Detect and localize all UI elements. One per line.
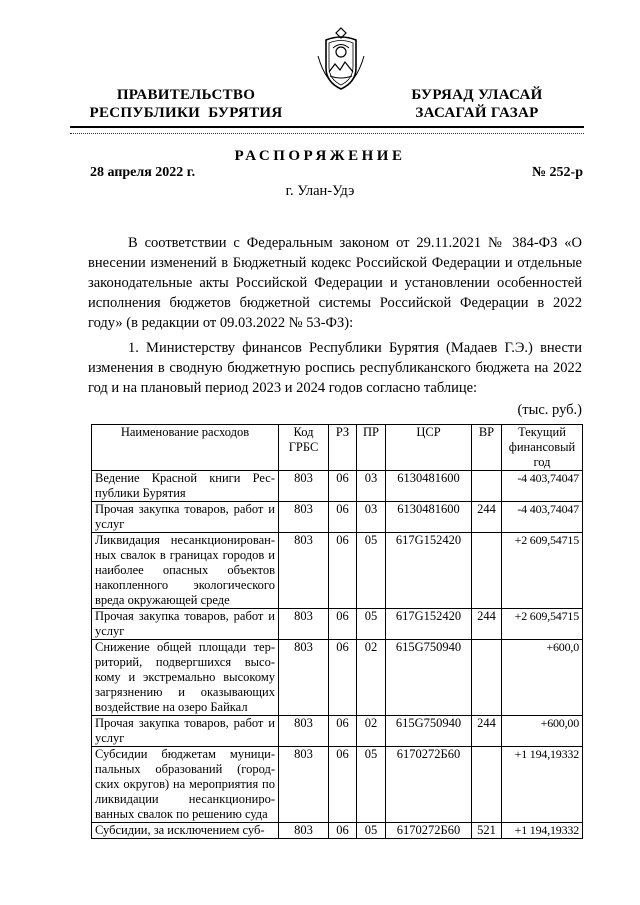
cell-rz: 06: [329, 533, 357, 609]
cell-vr: [472, 640, 502, 716]
cell-grbs: 803: [279, 640, 329, 716]
document-date: 28 апреля 2022 г.: [90, 165, 196, 180]
table-row: [92, 533, 583, 609]
header-amount: Текущий финансовый год: [502, 425, 583, 471]
cell-name: Ликвидация несанкционирован-ных свалок в границах городов и наиболее опасных объектов накопленного экологического вреда окружающей среде: [92, 533, 279, 609]
table-row: [92, 640, 583, 716]
cell-vr: 244: [472, 502, 502, 533]
cell-csr: 6170272Б60: [386, 747, 472, 823]
cell-grbs: 803: [279, 533, 329, 609]
cell-pr: 05: [357, 823, 386, 839]
header-divider: [70, 126, 584, 128]
cell-grbs: 803: [279, 716, 329, 747]
cell-amount: +1 194,19332: [502, 823, 583, 839]
cell-vr: 244: [472, 716, 502, 747]
cell-amount: +1 194,19332: [502, 747, 583, 823]
clause-1-paragraph: 1. Министерству финансов Республики Бурятия (Мадаев Г.Э.) внести изменения в сводную бюджетную роспись республиканского бюджета на 2022 год и на плановый период 2023 и 2024 годов согласно таблице:: [88, 340, 582, 396]
cell-vr: [472, 533, 502, 609]
cell-rz: 06: [329, 471, 357, 502]
cell-rz: 06: [329, 716, 357, 747]
org-line: РЕСПУБЛИКИ БУРЯТИЯ: [89, 105, 283, 121]
cell-grbs: 803: [279, 609, 329, 640]
header-csr: ЦСР: [386, 425, 472, 471]
org-line: БУРЯАД УЛАСАЙ: [411, 87, 543, 103]
cell-csr: 617G152420: [386, 609, 472, 640]
cell-vr: [472, 747, 502, 823]
cell-grbs: 803: [279, 747, 329, 823]
document-city: г. Улан-Удэ: [285, 183, 355, 199]
cell-csr: 617G152420: [386, 533, 472, 609]
org-line: ПРАВИТЕЛЬСТВО: [116, 87, 256, 103]
cell-rz: 06: [329, 640, 357, 716]
cell-pr: 02: [357, 716, 386, 747]
table-row: [92, 609, 583, 640]
cell-csr: 6170272Б60: [386, 823, 472, 839]
government-name-buryat: [398, 86, 556, 122]
budget-table: [91, 424, 583, 839]
coat-of-arms-icon: [316, 26, 366, 92]
cell-vr: [472, 471, 502, 502]
cell-name: Субсидии бюджетам муници-пальных образований (город-ских округов) на мероприятия по ликвидации несанкциониро-ванных свалок по решению суда: [92, 747, 279, 823]
table-row: [92, 823, 583, 839]
cell-rz: 06: [329, 502, 357, 533]
units-label: (тыс. руб.): [517, 402, 582, 418]
cell-vr: 244: [472, 609, 502, 640]
preamble-paragraph: В соответствии с Федеральным законом от 29.11.2021 № 384-ФЗ «О внесении изменений в Бюджетный кодекс Российской Федерации и отдельные законодательные акты Российской Федерации и установлении особенностей исполнения бюджетов бюджетной системы Российской Федерации в 2022 году» (в редакции от 09.03.2022 № 53-ФЗ):: [88, 235, 582, 331]
cell-amount: -4 403,74047: [502, 471, 583, 502]
header-name: Наименование расходов: [92, 425, 279, 471]
cell-pr: 05: [357, 609, 386, 640]
cell-vr: 521: [472, 823, 502, 839]
cell-name: Прочая закупка товаров, работ и услуг: [92, 502, 279, 533]
table-row: [92, 502, 583, 533]
cell-pr: 05: [357, 533, 386, 609]
org-line: ЗАСАГАЙ ГАЗАР: [415, 105, 539, 121]
cell-csr: 6130481600: [386, 502, 472, 533]
cell-grbs: 803: [279, 502, 329, 533]
cell-pr: 05: [357, 747, 386, 823]
table-row: [92, 716, 583, 747]
cell-pr: 02: [357, 640, 386, 716]
table-row: [92, 747, 583, 823]
header-divider-dotted: [70, 133, 584, 134]
cell-pr: 03: [357, 502, 386, 533]
cell-amount: -4 403,74047: [502, 502, 583, 533]
cell-amount: +600,0: [502, 640, 583, 716]
cell-name: Прочая закупка товаров, работ и услуг: [92, 716, 279, 747]
cell-rz: 06: [329, 747, 357, 823]
cell-csr: 615G750940: [386, 640, 472, 716]
cell-grbs: 803: [279, 471, 329, 502]
cell-rz: 06: [329, 609, 357, 640]
cell-name: Субсидии, за исключением суб-: [92, 823, 279, 839]
header-rz: РЗ: [329, 425, 357, 471]
cell-csr: 615G750940: [386, 716, 472, 747]
header-vr: ВР: [472, 425, 502, 471]
cell-pr: 03: [357, 471, 386, 502]
cell-name: Прочая закупка товаров, работ и услуг: [92, 609, 279, 640]
cell-amount: +2 609,54715: [502, 609, 583, 640]
table-row: [92, 471, 583, 502]
cell-grbs: 803: [279, 823, 329, 839]
government-name-russian: [86, 86, 286, 122]
header-grbs: Код ГРБС: [279, 425, 329, 471]
cell-name: Снижение общей площади тер-риторий, подвергшихся высо-кому и экстремально высокому загрязнению и оказывающих воздействие на озеро Байкал: [92, 640, 279, 716]
cell-rz: 06: [329, 823, 357, 839]
cell-amount: +2 609,54715: [502, 533, 583, 609]
document-number: № 252-р: [531, 165, 583, 180]
document-type: РАСПОРЯЖЕНИЕ: [234, 148, 406, 164]
header-pr: ПР: [357, 425, 386, 471]
cell-name: Ведение Красной книги Рес-публики Бурятия: [92, 471, 279, 502]
cell-csr: 6130481600: [386, 471, 472, 502]
table-header-row: [92, 425, 583, 471]
cell-amount: +600,00: [502, 716, 583, 747]
